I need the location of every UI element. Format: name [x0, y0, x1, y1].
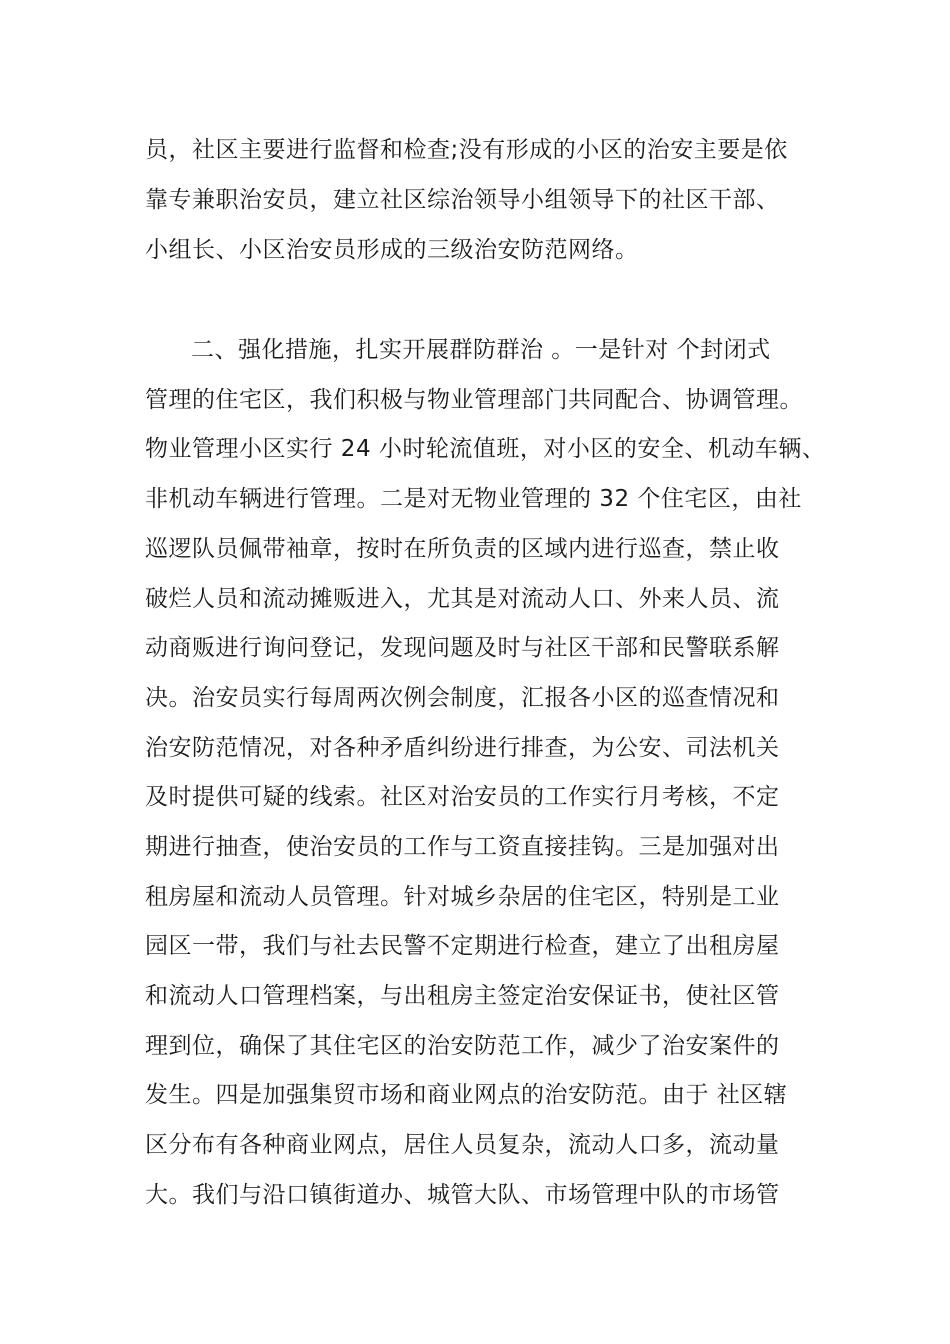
paragraph-2-line-6: 破烂人员和流动摊贩进入，尤其是对流动人口、外来人员、流 — [145, 586, 780, 612]
paragraph-1-line-2: 靠专兼职治安员，建立社区综治领导小组领导下的社区干部、 — [145, 187, 780, 213]
paragraph-2-line-12: 租房屋和流动人员管理。针对城乡杂居的住宅区，特别是工业 — [145, 884, 780, 910]
paragraph-1-line-1: 员，社区主要进行监督和检查;没有形成的小区的治安主要是依 — [145, 137, 788, 163]
paragraph-2-line-17: 区分布有各种商业网点，居住人员复杂，流动人口多，流动量 — [145, 1132, 780, 1158]
paragraph-2-line-14: 和流动人口管理档案，与出租房主签定治安保证书，使社区管 — [145, 983, 780, 1009]
paragraph-2-line-3: 物业管理小区实行 24 小时轮流值班，对小区的安全、机动车辆、 — [145, 436, 826, 462]
paragraph-2-line-13: 园区一带，我们与社去民警不定期进行检查，建立了出租房屋 — [145, 933, 780, 959]
paragraph-2-line-1: 二、强化措施，扎实开展群防群治 。一是针对 个封闭式 — [191, 337, 771, 363]
paragraph-2-line-8: 决。治安员实行每周两次例会制度，汇报各小区的巡查情况和 — [145, 685, 780, 711]
paragraph-2-line-18: 大。我们与沿口镇街道办、城管大队、市场管理中队的市场管 — [145, 1182, 780, 1208]
paragraph-2-line-10: 及时提供可疑的线索。社区对治安员的工作实行月考核，不定 — [145, 784, 780, 810]
paragraph-1-line-3: 小组长、小区治安员形成的三级治安防范网络。 — [145, 237, 639, 263]
paragraph-2-line-15: 理到位，确保了其住宅区的治安防范工作，减少了治安案件的 — [145, 1033, 780, 1059]
paragraph-2-line-9: 治安防范情况，对各种矛盾纠纷进行排查，为公安、司法机关 — [145, 735, 780, 761]
paragraph-2-line-7: 动商贩进行询问登记，发现问题及时与社区干部和民警联系解 — [145, 635, 780, 661]
paragraph-2-line-16: 发生。四是加强集贸市场和商业网点的治安防范。由于 社区辖 — [145, 1082, 788, 1108]
paragraph-2-line-5: 巡逻队员佩带袖章，按时在所负责的区域内进行巡查，禁止收 — [145, 536, 780, 562]
paragraph-2-line-2: 管理的住宅区，我们积极与物业管理部门共同配合、协调管理。 — [145, 387, 803, 413]
paragraph-2-line-4: 非机动车辆进行管理。二是对无物业管理的 32 个住宅区，由社 — [145, 486, 802, 512]
paragraph-2-line-11: 期进行抽查，使治安员的工作与工资直接挂钩。三是加强对出 — [145, 834, 780, 860]
